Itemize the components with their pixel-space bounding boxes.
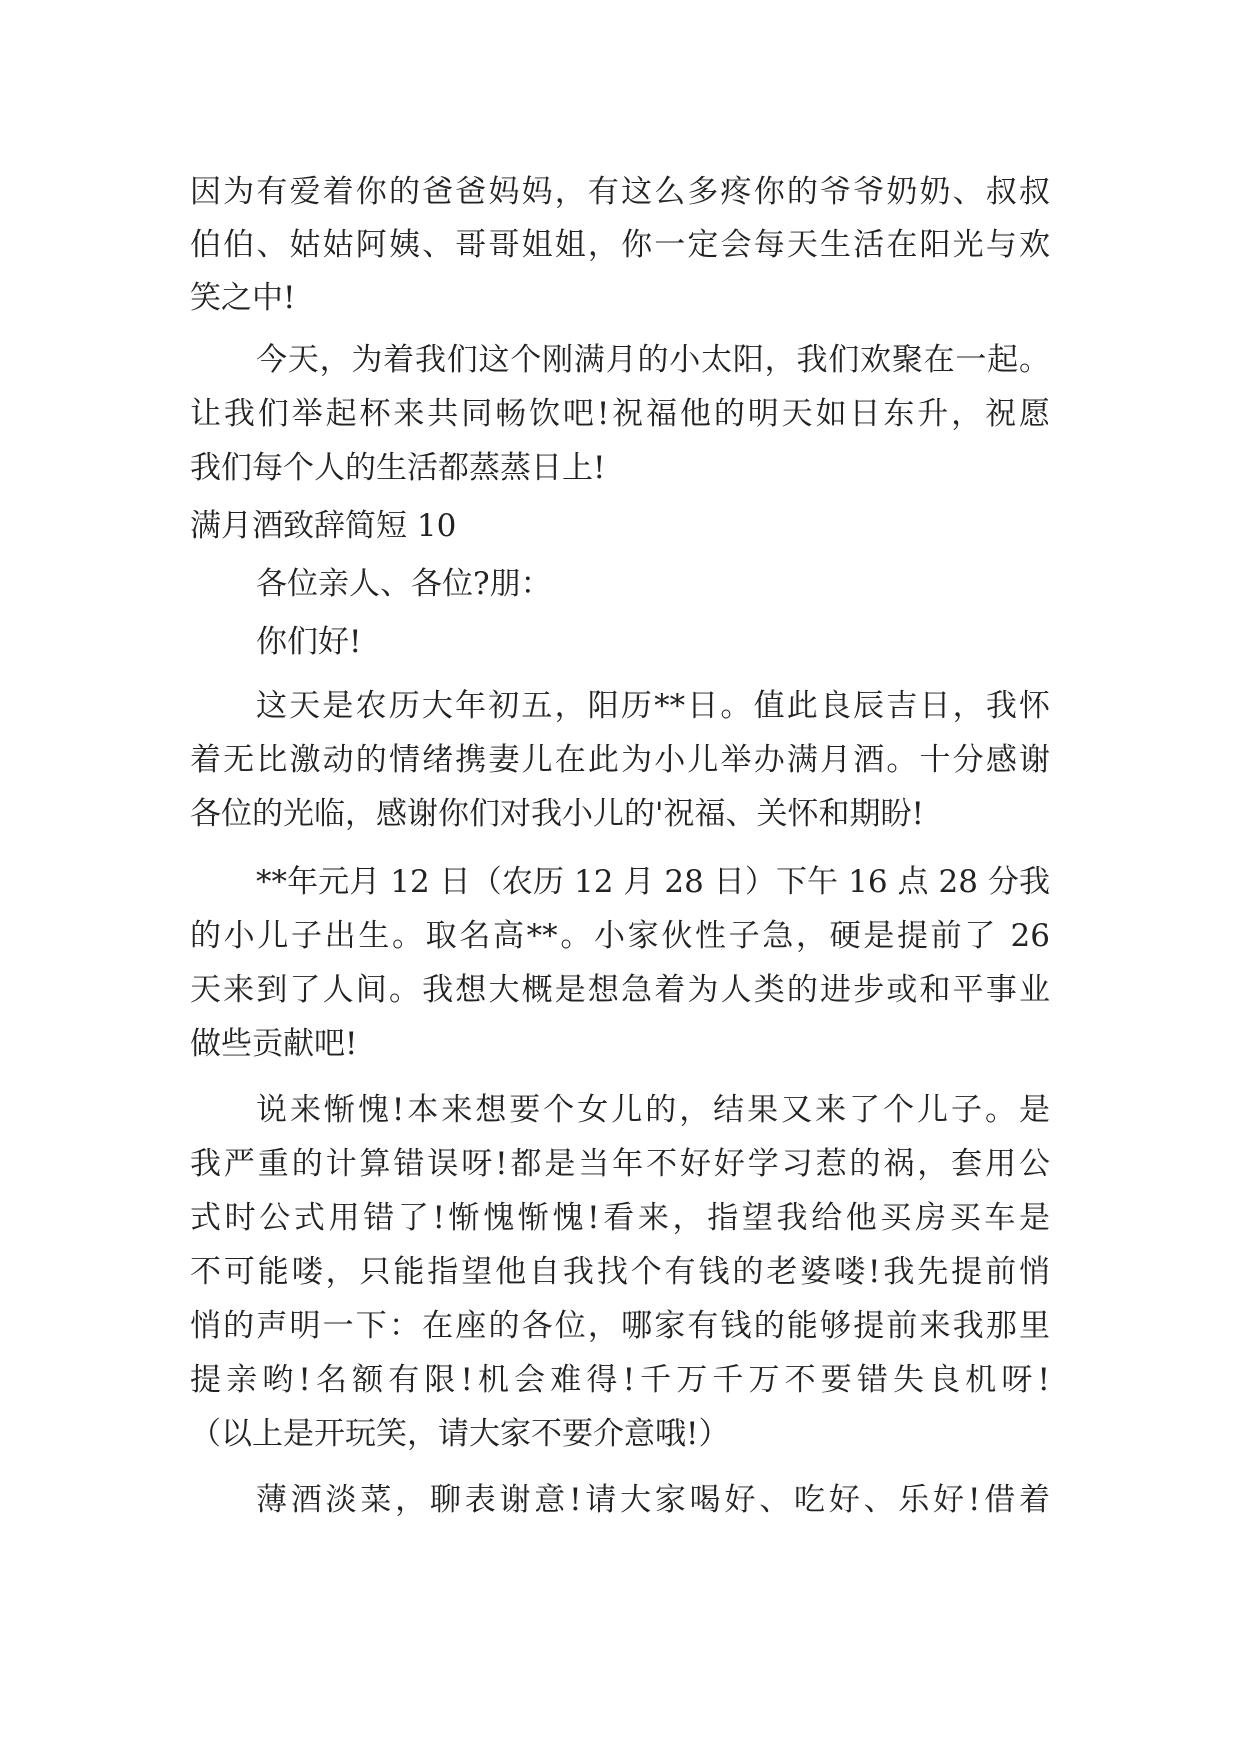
- paragraph-line: 我严重的计算错误呀!都是当年不好好学习惹的祸，套用公: [190, 1146, 1050, 1182]
- paragraph-line: 不可能喽，只能指望他自我找个有钱的老婆喽!我先提前悄: [190, 1254, 1050, 1290]
- paragraph-line: （以上是开玩笑，请大家不要介意哦!）: [190, 1416, 730, 1452]
- paragraph-line: **年元月 12 日（农历 12 月 28 日）下午 16 点 28 分我: [256, 864, 1050, 900]
- paragraph-line: 式时公式用错了!惭愧惭愧!看来，指望我给他买房买车是: [190, 1200, 1050, 1236]
- paragraph-line: 提亲哟!名额有限!机会难得!千万千万不要错失良机呀!: [190, 1362, 1050, 1398]
- greeting-line: 你们好!: [256, 624, 362, 660]
- paragraph-line: 做些贡献吧!: [190, 1026, 358, 1062]
- paragraph-line: 这天是农历大年初五，阳历**日。值此良辰吉日，我怀: [256, 688, 1050, 724]
- paragraph-line: 的小儿子出生。取名高**。小家伙性子急，硬是提前了 26: [190, 918, 1050, 954]
- paragraph-line: 着无比激动的情绪携妻儿在此为小儿举办满月酒。十分感谢: [190, 742, 1050, 778]
- paragraph-line: 悄的声明一下：在座的各位，哪家有钱的能够提前来我那里: [190, 1308, 1050, 1344]
- paragraph-line: 我们每个人的生活都蒸蒸日上!: [190, 450, 606, 486]
- section-heading: 满月酒致辞简短 10: [190, 508, 457, 544]
- paragraph-line: 笑之中!: [190, 280, 296, 316]
- paragraph-line: 说来惭愧!本来想要个女儿的，结果又来了个儿子。是: [256, 1092, 1050, 1128]
- paragraph-line: 薄酒淡菜，聊表谢意!请大家喝好、吃好、乐好!借着: [256, 1482, 1050, 1518]
- salutation-line: 各位亲人、各位?朋：: [256, 566, 552, 602]
- paragraph-line: 让我们举起杯来共同畅饮吧!祝福他的明天如日东升，祝愿: [190, 396, 1050, 432]
- paragraph-line: 今天，为着我们这个刚满月的小太阳，我们欢聚在一起。: [256, 342, 1050, 378]
- paragraph-line: 伯伯、姑姑阿姨、哥哥姐姐，你一定会每天生活在阳光与欢: [190, 227, 1050, 263]
- paragraph-line: 因为有爱着你的爸爸妈妈，有这么多疼你的爷爷奶奶、叔叔: [190, 174, 1050, 210]
- paragraph-line: 天来到了人间。我想大概是想急着为人类的进步或和平事业: [190, 972, 1050, 1008]
- paragraph-line: 各位的光临，感谢你们对我小儿的'祝福、关怀和期盼!: [190, 796, 924, 832]
